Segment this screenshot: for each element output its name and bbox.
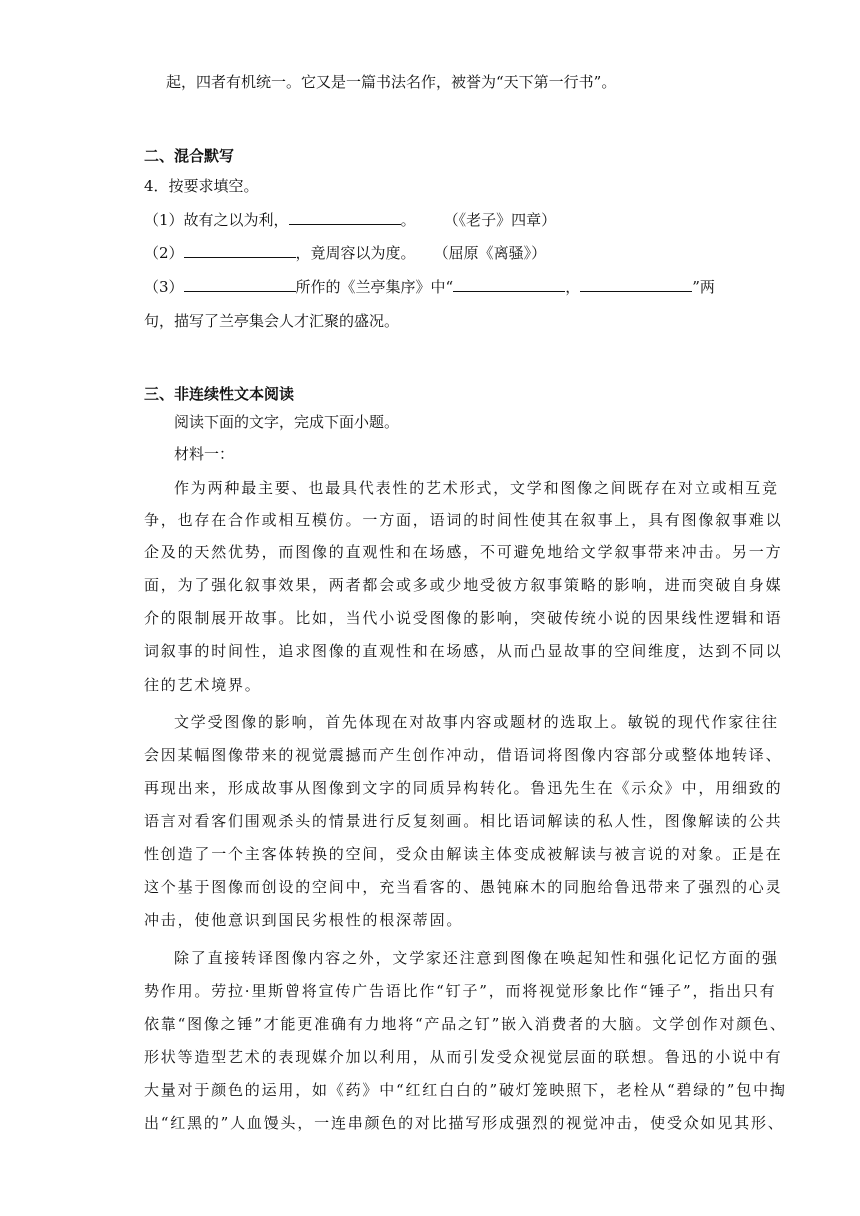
passage-line: 性创造了一个主客体转换的空间，受众由解读主体变成被解读与被言说的对象。正是在 [144,845,783,863]
passage-line: 形状等造型艺术的表现媒介加以利用，从而引发受众视觉层面的联想。鲁迅的小说中有 [144,1048,783,1066]
item-number: （2） [144,244,184,262]
passage-line: 除了直接转译图像内容之外，文学家还注意到图像在唤起知性和强化记忆方面的强 [174,949,779,967]
answer-blank[interactable] [184,277,296,292]
passage-line: 会因某幅图像带来的视觉震撼而产生创作冲动，借语词将图像内容部分或整体地转译、 [144,746,783,764]
passage-line: 势作用。劳拉·里斯曾将宣传广告语比作“钉子”，而将视觉形象比作“锤子”，指出只有 [144,982,777,1000]
item-source: （屈原《离骚》） [433,244,547,262]
passage-line: 争，也存在合作或相互模仿。一方面，语词的时间性使其在叙事上，具有图像叙事难以 [144,511,783,529]
reading-instruction: 阅读下面的文字，完成下面小题。 [174,413,400,431]
passage-line: 再现出来，形成故事从图像到文字的同质异构转化。鲁迅先生在《示众》中，用细致的 [144,779,783,797]
passage-line: 面，为了强化叙事效果，两者都会或多或少地受彼方叙事策略的影响，进而突破自身媒 [144,576,783,594]
section-heading-non-continuous-text: 三、非连续性文本阅读 [144,385,295,403]
item-text: ， [565,278,581,296]
passage-line: 这个基于图像而创设的空间中，充当看客的、愚钝麻木的同胞给鲁迅带来了强烈的心灵 [144,878,783,896]
item-text: ，竟周容以为度。 [295,244,416,262]
item-number: （1） [144,211,184,229]
answer-blank[interactable] [580,277,692,292]
question-4: 4．按要求填空。 [144,177,259,195]
fill-item-3 [144,277,715,297]
passage-line: 冲击，使他意识到国民劣根性的根深蒂固。 [144,911,464,929]
material-label: 材料一： [174,445,235,463]
answer-blank[interactable] [453,277,565,292]
passage-line: 往的艺术境界。 [144,676,262,694]
passage-line: 企及的天然优势，而图像的直观性和在场感，不可避免地给文学叙事带来冲击。另一方 [144,543,783,561]
item-text: ”两 [692,278,715,296]
section-heading-mixed-dictation: 二、混合默写 [144,147,235,165]
carryover-text: 起，四者有机统一。它又是一篇书法名作，被誉为“天下第一行书”。 [166,73,617,91]
fill-item-2 [144,243,546,263]
passage-line: 词叙事的时间性，追求图像的直观性和在场感，从而凸显故事的空间维度，达到不同以 [144,642,783,660]
passage-line: 大量对于颜色的运用，如《药》中“红红白白的”破灯笼映照下，老栓从“碧绿的”包中掏 [144,1081,787,1099]
item-number: （3） [144,278,184,296]
item-text: 。 [400,211,416,229]
passage-line: 出“红黑的”人血馒头，一连串颜色的对比描写形成强烈的视觉冲击，使受众如见其形、 [144,1114,785,1132]
passage-line: 介的限制展开故事。比如，当代小说受图像的影响，突破传统小说的因果线性逻辑和语 [144,609,783,627]
answer-blank[interactable] [289,210,401,225]
fill-item-1 [144,210,556,230]
passage-line: 文学受图像的影响，首先体现在对故事内容或题材的选取上。敏锐的现代作家往往 [174,713,779,731]
answer-blank[interactable] [184,243,296,258]
passage-line: 依靠“图像之锤”才能更准确有力地将“产品之钉”嵌入消费者的大脑。文学创作对颜色、 [144,1015,787,1033]
item-source: （《老子》四章） [443,211,557,229]
item-text: 所作的《兰亭集序》中“ [295,278,454,296]
fill-item-3-continued: 句，描写了兰亭集会人才汇聚的盛况。 [144,312,400,330]
passage-line: 作为两种最主要、也最具代表性的艺术形式，文学和图像之间既存在对立或相互竞 [174,479,779,497]
item-text: 故有之以为利， [183,211,289,229]
passage-line: 语言对看客们围观杀头的情景进行反复刻画。相比语词解读的私人性，图像解读的公共 [144,812,783,830]
